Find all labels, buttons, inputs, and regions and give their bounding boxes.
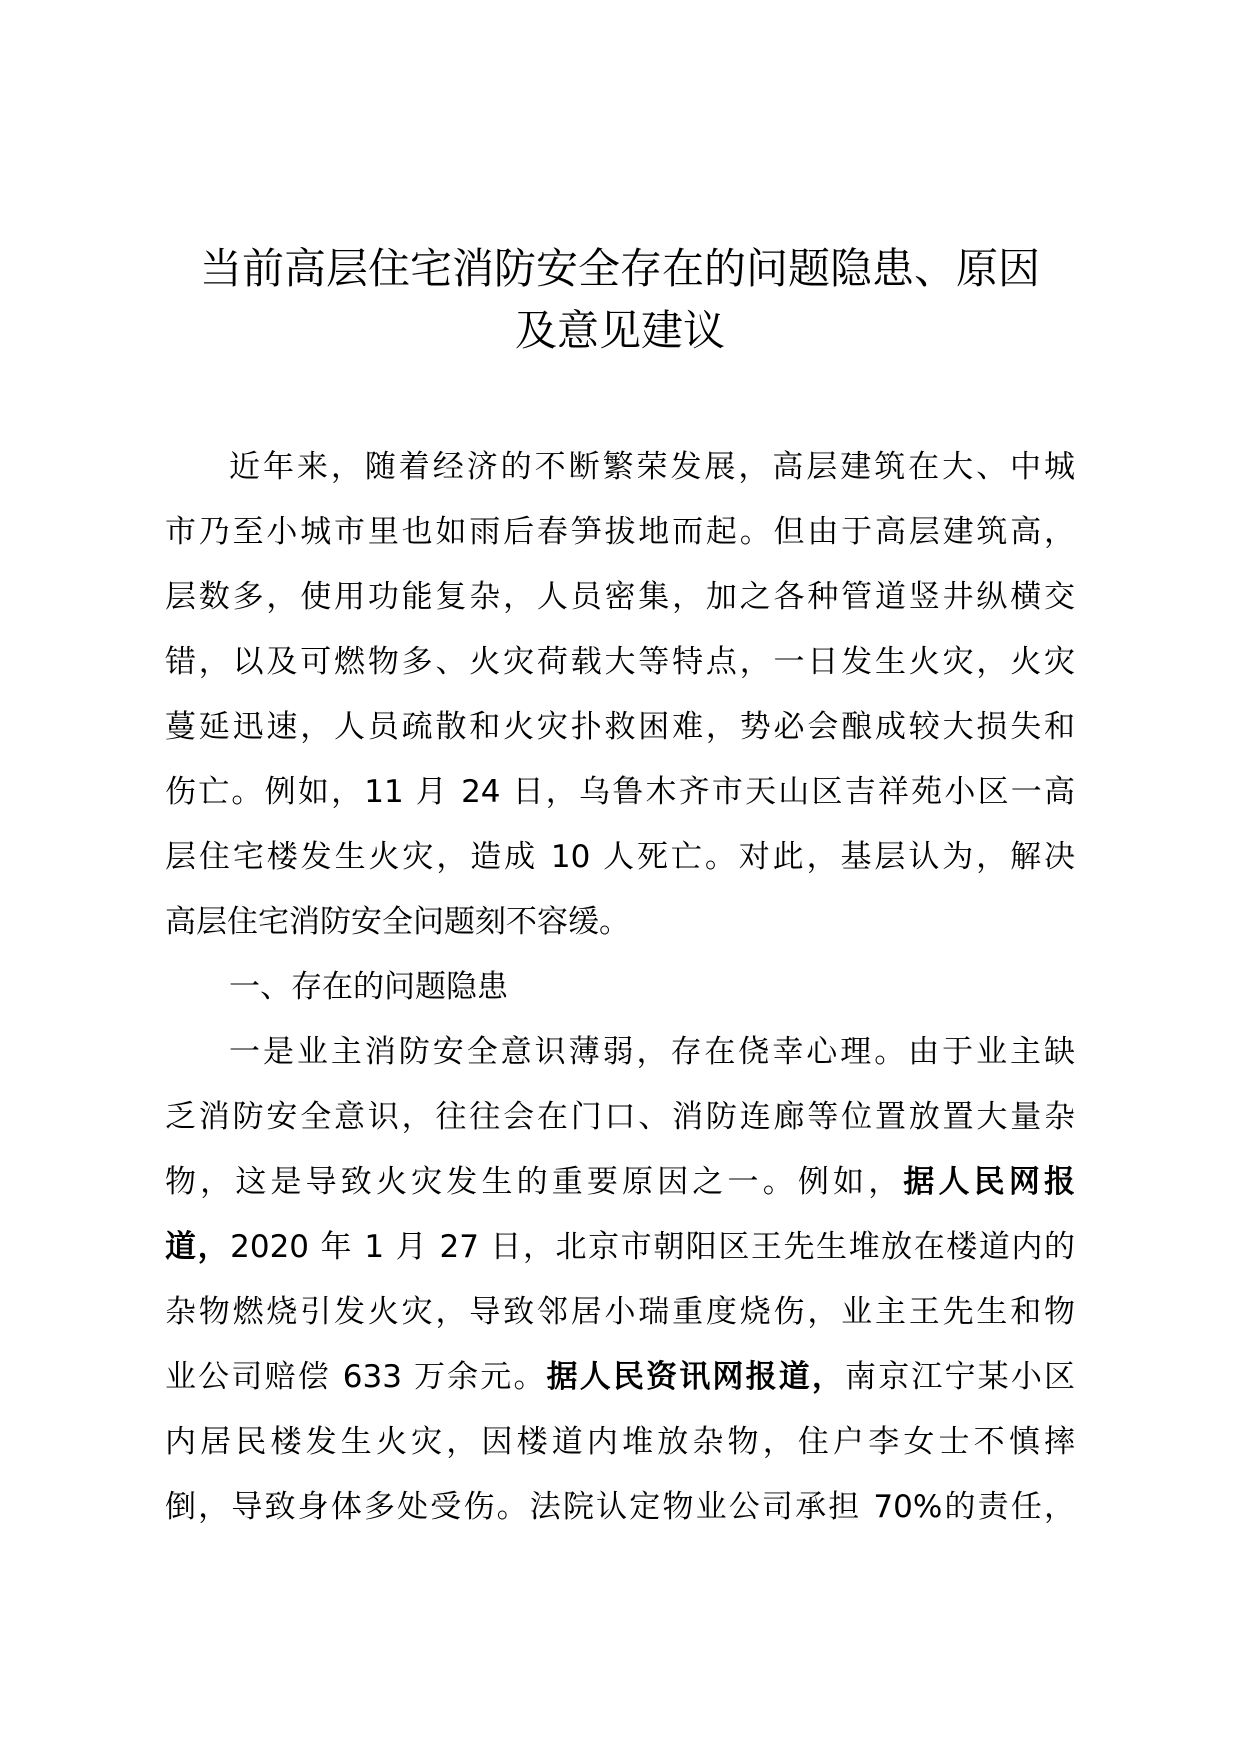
text-line xyxy=(165,1085,1075,1150)
document-title xyxy=(160,238,1080,362)
text-line xyxy=(165,760,1075,825)
text-line xyxy=(165,1345,1075,1410)
paragraph xyxy=(165,435,1075,955)
text-segment: 一、存在的问题隐患 xyxy=(229,969,508,1005)
text-segment: 蔓延迅速，人员疏散和火灾扑救困难，势必会酿成较大损失和 xyxy=(165,709,1075,745)
text-line xyxy=(165,630,1075,695)
text-line xyxy=(165,1475,1075,1540)
text-segment: 一是业主消防安全意识薄弱，存在侥幸心理。由于业主缺 xyxy=(229,1034,1075,1070)
text-segment: 层数多，使用功能复杂，人员密集，加之各种管道竖井纵横交 xyxy=(165,579,1075,615)
text-line xyxy=(165,955,1075,1020)
bold-text: 道， xyxy=(165,1229,231,1265)
paragraph xyxy=(165,1020,1075,1540)
text-line xyxy=(165,1150,1075,1215)
section-heading xyxy=(165,955,1075,1020)
text-segment: 业公司赔偿 633 万余元。 xyxy=(165,1359,547,1395)
text-segment: 南京江宁某小区 xyxy=(845,1359,1075,1395)
text-line xyxy=(165,500,1075,565)
text-line xyxy=(165,1280,1075,1345)
bold-text: 据人民网报 xyxy=(903,1164,1075,1200)
text-segment: 市乃至小城市里也如雨后春笋拔地而起。但由于高层建筑高， xyxy=(165,514,1075,550)
text-line xyxy=(165,695,1075,760)
text-line xyxy=(165,825,1075,890)
text-line xyxy=(165,1215,1075,1280)
text-line xyxy=(165,435,1075,500)
text-segment: 近年来，随着经济的不断繁荣发展，高层建筑在大、中城 xyxy=(229,449,1075,485)
text-segment: 杂物燃烧引发火灾，导致邻居小瑞重度烧伤，业主王先生和物 xyxy=(165,1294,1075,1330)
title-line: 当前高层住宅消防安全存在的问题隐患、原因 xyxy=(199,244,1040,293)
text-segment: 层住宅楼发生火灾，造成 10 人死亡。对此，基层认为，解决 xyxy=(165,839,1075,875)
text-segment: 2020 年 1 月 27 日，北京市朝阳区王先生堆放在楼道内的 xyxy=(230,1229,1075,1265)
text-line xyxy=(165,565,1075,630)
text-segment: 伤亡。例如，11 月 24 日，乌鲁木齐市天山区吉祥苑小区一高 xyxy=(165,774,1075,810)
text-segment: 内居民楼发生火灾，因楼道内堆放杂物，住户李女士不慎摔 xyxy=(165,1424,1075,1460)
document-body xyxy=(165,435,1075,1540)
text-segment: 倒，导致身体多处受伤。法院认定物业公司承担 70%的责任， xyxy=(165,1489,1075,1525)
title-line: 及意见建议 xyxy=(514,306,725,355)
text-segment: 物，这是导致火灾发生的重要原因之一。例如， xyxy=(165,1164,904,1200)
text-segment: 高层住宅消防安全问题刻不容缓。 xyxy=(165,904,630,940)
text-segment: 错，以及可燃物多、火灾荷载大等特点，一日发生火灾，火灾 xyxy=(165,644,1075,680)
text-line xyxy=(165,890,1075,955)
text-line xyxy=(165,1410,1075,1475)
text-line xyxy=(165,1020,1075,1085)
bold-text: 据人民资讯网报道， xyxy=(546,1359,846,1395)
text-segment: 乏消防安全意识，往往会在门口、消防连廊等位置放置大量杂 xyxy=(165,1099,1075,1135)
